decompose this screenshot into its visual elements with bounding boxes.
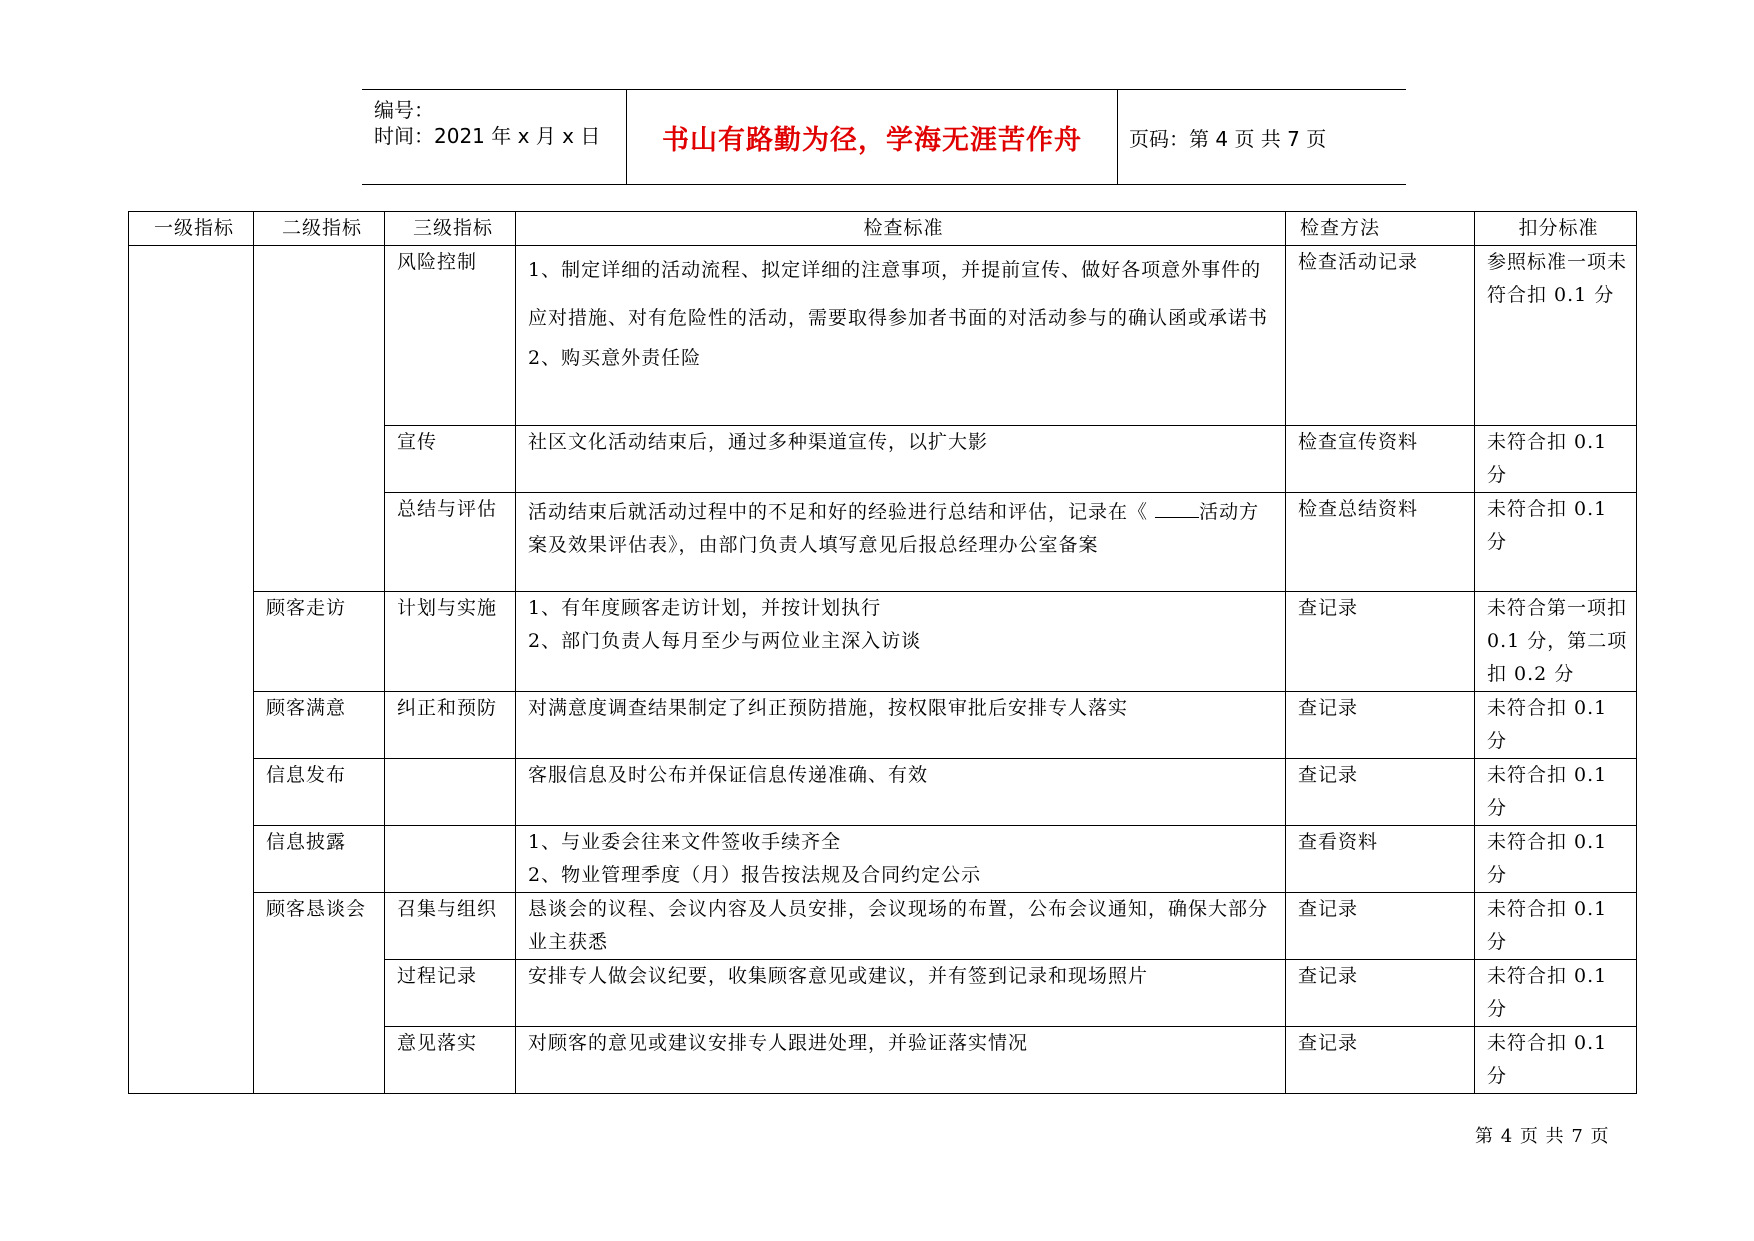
method-cell: 查记录: [1286, 692, 1475, 759]
standard-text: 活动方案及效果评估表》，由部门负责人填写意见后报总经理办公室备案: [528, 501, 1260, 556]
level3-cell: 风险控制: [385, 246, 516, 426]
standard-line: 1、与业委会往来文件签收手续齐全: [528, 831, 842, 853]
method-cell: 查记录: [1286, 893, 1475, 960]
standard-line: 恳谈会的议程、会议内容及人员安排，会议现场的布置，公布会议通知，确保大部分业主获悉: [528, 898, 1269, 953]
header-motto: 书山有路勤为径，学海无涯苦作舟: [662, 124, 1082, 156]
table-header-row: [129, 212, 1637, 246]
level3-cell: 意见落实: [385, 1027, 516, 1094]
deduction-cell: 未符合扣 0.1 分: [1475, 426, 1637, 493]
method-cell: 查记录: [1286, 960, 1475, 1027]
standard-line: 2、物业管理季度（月）报告按法规及合同约定公示: [528, 864, 982, 886]
level2-cell: 信息披露: [254, 826, 385, 893]
deduction-cell: 未符合扣 0.1 分: [1475, 759, 1637, 826]
level2-cell: 顾客恳谈会: [254, 893, 385, 1094]
standard-line: 对满意度调查结果制定了纠正预防措施，按权限审批后安排专人落实: [528, 697, 1129, 719]
standard-line: 对顾客的意见或建议安排专人跟进处理，并验证落实情况: [528, 1032, 1029, 1054]
table-row: [129, 893, 1637, 960]
standard-line: 客服信息及时公布并保证信息传递准确、有效: [528, 764, 929, 786]
header-page-number: 页码：第 4 页 共 7 页: [1129, 126, 1327, 151]
column-header-level1: 一级指标: [129, 212, 254, 246]
level2-cell: [254, 246, 385, 592]
table-row: [129, 246, 1637, 426]
column-header-method: 检查方法: [1286, 212, 1475, 246]
level1-cell: [129, 246, 254, 1094]
table-row: [129, 592, 1637, 692]
page-header: [362, 89, 1406, 185]
deduction-cell: 参照标准一项未符合扣 0.1 分: [1475, 246, 1637, 426]
standard-line: 2、部门负责人每月至少与两位业主深入访谈: [528, 630, 922, 652]
standard-cell: [516, 426, 1286, 493]
method-cell: 查记录: [1286, 1027, 1475, 1094]
deduction-cell: 未符合扣 0.1 分: [1475, 893, 1637, 960]
column-header-deduction: 扣分标准: [1475, 212, 1637, 246]
standard-cell: [516, 960, 1286, 1027]
standard-line: 安排专人做会议纪要，收集顾客意见或建议，并有签到记录和现场照片: [528, 965, 1149, 987]
level3-cell: 过程记录: [385, 960, 516, 1027]
deduction-cell: 未符合第一项扣 0.1 分，第二项扣 0.2 分: [1475, 592, 1637, 692]
method-cell: 查看资料: [1286, 826, 1475, 893]
header-meta-cell: [362, 90, 626, 184]
level3-cell: 纠正和预防: [385, 692, 516, 759]
table-row: [129, 692, 1637, 759]
column-header-standard: 检查标准: [516, 212, 1286, 246]
level2-cell: 顾客走访: [254, 592, 385, 692]
method-cell: 检查宣传资料: [1286, 426, 1475, 493]
document-time-label: 时间：2021 年 x 月 x 日: [374, 124, 601, 148]
standard-line: 2、购买意外责任险: [528, 347, 702, 369]
level3-cell: [385, 826, 516, 893]
standard-text: 活动结束后就活动过程中的不足和好的经验进行总结和评估，记录在《: [528, 501, 1149, 523]
fill-in-blank: [1155, 493, 1199, 518]
column-header-level2: 二级指标: [254, 212, 385, 246]
level3-cell: 宣传: [385, 426, 516, 493]
standard-line: 社区文化活动结束后，通过多种渠道宣传，以扩大影: [528, 431, 989, 453]
document-number-label: 编号：: [374, 98, 434, 122]
level3-cell: 总结与评估: [385, 493, 516, 592]
table-row: [129, 826, 1637, 893]
method-cell: 检查总结资料: [1286, 493, 1475, 592]
standard-line: 1、有年度顾客走访计划，并按计划执行: [528, 597, 882, 619]
standard-cell: [516, 826, 1286, 893]
deduction-cell: 未符合扣 0.1 分: [1475, 826, 1637, 893]
standard-cell: [516, 759, 1286, 826]
method-cell: 检查活动记录: [1286, 246, 1475, 426]
level2-cell: 信息发布: [254, 759, 385, 826]
deduction-cell: 未符合扣 0.1 分: [1475, 493, 1637, 592]
level3-cell: 计划与实施: [385, 592, 516, 692]
deduction-cell: 未符合扣 0.1 分: [1475, 692, 1637, 759]
header-motto-cell: [626, 90, 1118, 184]
deduction-cell: 未符合扣 0.1 分: [1475, 1027, 1637, 1094]
standard-line: 1、制定详细的活动流程、拟定详细的注意事项，并提前宣传、做好各项意外事件的应对措施、对有危险性的活动，需要取得参加者书面的对活动参与的确认函或承诺书: [528, 259, 1269, 329]
standard-cell: [516, 493, 1286, 592]
standard-cell: [516, 692, 1286, 759]
table-row: [129, 759, 1637, 826]
level3-cell: 召集与组织: [385, 893, 516, 960]
standard-cell: [516, 1027, 1286, 1094]
method-cell: 查记录: [1286, 592, 1475, 692]
level3-cell: [385, 759, 516, 826]
header-page-cell: [1117, 90, 1406, 184]
level2-cell: 顾客满意: [254, 692, 385, 759]
standard-cell: [516, 893, 1286, 960]
method-cell: 查记录: [1286, 759, 1475, 826]
standard-cell: [516, 592, 1286, 692]
standard-cell: [516, 246, 1286, 426]
column-header-level3: 三级指标: [385, 212, 516, 246]
inspection-standards-table: [128, 211, 1637, 1094]
deduction-cell: 未符合扣 0.1 分: [1475, 960, 1637, 1027]
page-footer: 第 4 页 共 7 页: [1475, 1126, 1610, 1147]
